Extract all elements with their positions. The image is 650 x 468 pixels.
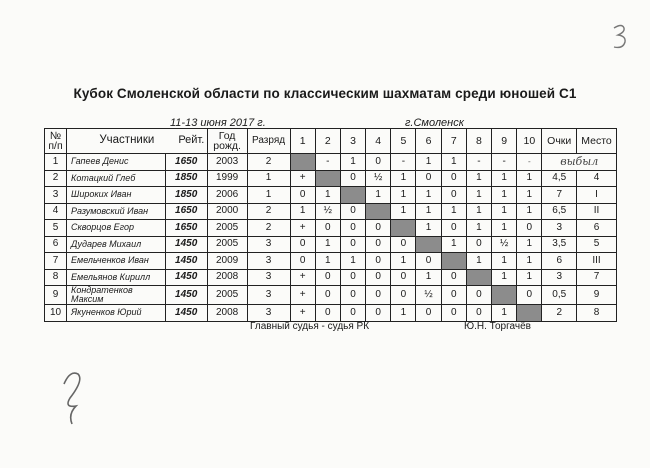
player-name: Гапеев Денис — [67, 154, 166, 171]
player-rank: 1 — [247, 187, 290, 204]
player-rating: 1450 — [165, 286, 207, 305]
round-result: 1 — [517, 236, 542, 253]
player-rating: 1650 — [165, 203, 207, 220]
player-birth-year: 2000 — [207, 203, 247, 220]
round-result: 1 — [466, 187, 491, 204]
player-points: 0,5 — [542, 286, 577, 305]
round-result: 0 — [366, 154, 391, 171]
player-points: 3 — [542, 220, 577, 237]
player-birth-year: 2005 — [207, 236, 247, 253]
round-result: 0 — [441, 305, 466, 322]
round-result: ½ — [416, 286, 441, 305]
diagonal-cell — [366, 203, 391, 220]
round-result: 1 — [340, 253, 365, 270]
round-result: 0 — [366, 253, 391, 270]
header-round: 2 — [315, 129, 340, 154]
round-result: 0 — [517, 286, 542, 305]
round-result: 0 — [441, 220, 466, 237]
player-place: 4 — [577, 170, 617, 187]
player-rank: 2 — [247, 203, 290, 220]
player-name: Якуненков Юрий — [67, 305, 166, 322]
round-result: 1 — [391, 203, 416, 220]
header-round: 5 — [391, 129, 416, 154]
round-result: 0 — [391, 269, 416, 286]
player-points: 6,5 — [542, 203, 577, 220]
row-num: 8 — [45, 269, 67, 286]
diagonal-cell — [492, 286, 517, 305]
player-place: 8 — [577, 305, 617, 322]
player-rank: 3 — [247, 286, 290, 305]
diagonal-cell — [466, 269, 491, 286]
round-result: 1 — [416, 269, 441, 286]
handwritten-mark — [56, 368, 90, 428]
round-result: 1 — [315, 187, 340, 204]
player-rating: 1450 — [165, 305, 207, 322]
player-name: Дударев Михаил — [67, 236, 166, 253]
row-num: 10 — [45, 305, 67, 322]
round-result: + — [290, 286, 315, 305]
tournament-city: г.Смоленск — [405, 117, 464, 129]
table-row — [45, 236, 617, 253]
table-row — [45, 286, 617, 305]
diagonal-cell — [391, 220, 416, 237]
player-birth-year: 2008 — [207, 269, 247, 286]
diagonal-cell — [340, 187, 365, 204]
round-result: 0 — [340, 269, 365, 286]
round-result: 1 — [517, 203, 542, 220]
round-result: 0 — [315, 269, 340, 286]
round-result: 0 — [315, 305, 340, 322]
player-rank: 3 — [247, 236, 290, 253]
header-round: 10 — [517, 129, 542, 154]
player-name: Кондратенков Максим — [67, 286, 166, 305]
round-result: 0 — [466, 236, 491, 253]
round-result: 1 — [290, 203, 315, 220]
round-result: 1 — [466, 170, 491, 187]
player-points: 7 — [542, 187, 577, 204]
player-name: Емельченков Иван — [67, 253, 166, 270]
round-result: ½ — [492, 236, 517, 253]
header-round: 7 — [441, 129, 466, 154]
round-result: 1 — [391, 253, 416, 270]
header-participants — [67, 129, 208, 154]
round-result: - — [391, 154, 416, 171]
round-result: 0 — [441, 286, 466, 305]
player-birth-year: 2009 — [207, 253, 247, 270]
round-result: + — [290, 220, 315, 237]
header-round: 9 — [492, 129, 517, 154]
row-num: 3 — [45, 187, 67, 204]
round-result: - — [466, 154, 491, 171]
chief-judge-label: Главный судья - судья РК — [250, 321, 370, 332]
round-result: 1 — [416, 187, 441, 204]
round-result: - — [517, 154, 542, 171]
round-result: 1 — [492, 220, 517, 237]
round-result: 0 — [441, 187, 466, 204]
round-result: 1 — [315, 253, 340, 270]
row-num: 7 — [45, 253, 67, 270]
round-result: 1 — [517, 253, 542, 270]
player-rank: 3 — [247, 305, 290, 322]
round-result: 0 — [391, 286, 416, 305]
player-rating: 1450 — [165, 253, 207, 270]
header-row — [45, 129, 617, 154]
player-points: 4,5 — [542, 170, 577, 187]
table-row — [45, 269, 617, 286]
player-place: 9 — [577, 286, 617, 305]
header-points: Очки — [542, 129, 577, 154]
round-result: 1 — [391, 187, 416, 204]
row-num: 5 — [45, 220, 67, 237]
player-points: 3 — [542, 269, 577, 286]
header-num: № п/п — [45, 129, 67, 154]
round-result: 1 — [492, 170, 517, 187]
player-place: 6 — [577, 220, 617, 237]
round-result: 0 — [340, 305, 365, 322]
round-result: ½ — [366, 170, 391, 187]
diagonal-cell — [315, 170, 340, 187]
player-rating: 1650 — [165, 154, 207, 171]
player-place: III — [577, 253, 617, 270]
row-num: 6 — [45, 236, 67, 253]
row-num: 1 — [45, 154, 67, 171]
player-rating: 1850 — [165, 187, 207, 204]
round-result: ½ — [315, 203, 340, 220]
round-result: 0 — [441, 269, 466, 286]
round-result: 1 — [391, 305, 416, 322]
round-result: 1 — [416, 203, 441, 220]
player-rank: 1 — [247, 170, 290, 187]
crosstable — [44, 128, 617, 322]
player-name: Котацкий Глеб — [67, 170, 166, 187]
round-result: 1 — [340, 154, 365, 171]
round-result: + — [290, 170, 315, 187]
round-result: - — [492, 154, 517, 171]
round-result: 1 — [391, 170, 416, 187]
table-row — [45, 220, 617, 237]
round-result: 1 — [492, 203, 517, 220]
header-round: 3 — [340, 129, 365, 154]
player-rank: 3 — [247, 253, 290, 270]
round-result: 0 — [416, 170, 441, 187]
round-result: 1 — [466, 253, 491, 270]
round-result: 0 — [340, 286, 365, 305]
table-row — [45, 154, 617, 171]
round-result: 1 — [466, 220, 491, 237]
player-birth-year: 2008 — [207, 305, 247, 322]
header-round: 4 — [366, 129, 391, 154]
round-result: 1 — [416, 154, 441, 171]
round-result: 1 — [366, 187, 391, 204]
player-place: I — [577, 187, 617, 204]
round-result: - — [315, 154, 340, 171]
player-rank: 2 — [247, 220, 290, 237]
round-result: 1 — [492, 269, 517, 286]
player-name: Разумовский Иван — [67, 203, 166, 220]
round-result: 0 — [366, 286, 391, 305]
player-rank: 3 — [247, 269, 290, 286]
round-result: 0 — [340, 170, 365, 187]
header-round: 1 — [290, 129, 315, 154]
round-result: 0 — [391, 236, 416, 253]
player-place: 7 — [577, 269, 617, 286]
round-result: 0 — [315, 286, 340, 305]
player-rating: 1850 — [165, 170, 207, 187]
row-num: 2 — [45, 170, 67, 187]
player-birth-year: 2006 — [207, 187, 247, 204]
player-rating: 1450 — [165, 269, 207, 286]
round-result: 0 — [366, 236, 391, 253]
row-num: 9 — [45, 286, 67, 305]
player-points: 3,5 — [542, 236, 577, 253]
table-row — [45, 253, 617, 270]
header-rating-label: Рейт. — [178, 134, 205, 147]
round-result: 0 — [416, 305, 441, 322]
player-points: 6 — [542, 253, 577, 270]
round-result: 1 — [441, 203, 466, 220]
chief-judge-name: Ю.Н. Торгачёв — [464, 321, 531, 332]
round-result: 0 — [366, 305, 391, 322]
player-place: II — [577, 203, 617, 220]
round-result: 0 — [340, 236, 365, 253]
document-title: Кубок Смоленской области по классическим шахматам среди юношей С1 — [73, 86, 577, 101]
round-result: 0 — [517, 220, 542, 237]
round-result: 1 — [517, 170, 542, 187]
round-result: 0 — [340, 220, 365, 237]
round-result: 0 — [466, 286, 491, 305]
player-rank: 2 — [247, 154, 290, 171]
round-result: 0 — [416, 253, 441, 270]
crosstable-body — [45, 154, 617, 322]
header-birth: Год рожд. — [207, 129, 247, 154]
header-place: Место — [577, 129, 617, 154]
header-round: 6 — [416, 129, 441, 154]
row-num: 4 — [45, 203, 67, 220]
round-result: 0 — [340, 203, 365, 220]
header-rank: Разряд — [247, 129, 290, 154]
round-result: + — [290, 269, 315, 286]
player-name: Скворцов Егор — [67, 220, 166, 237]
table-row — [45, 305, 617, 322]
round-result: + — [290, 305, 315, 322]
diagonal-cell — [416, 236, 441, 253]
round-result: 1 — [492, 253, 517, 270]
handwritten-page-mark — [610, 22, 632, 52]
diagonal-cell — [290, 154, 315, 171]
player-name: Емельянов Кирилл — [67, 269, 166, 286]
tournament-dates: 11-13 июня 2017 г. — [170, 117, 266, 129]
round-result: 1 — [517, 187, 542, 204]
round-result: 0 — [290, 187, 315, 204]
player-place: 5 — [577, 236, 617, 253]
round-result: 0 — [366, 269, 391, 286]
player-birth-year: 2003 — [207, 154, 247, 171]
round-result: 0 — [290, 236, 315, 253]
round-result: 1 — [517, 269, 542, 286]
player-rating: 1450 — [165, 236, 207, 253]
withdrawn-note: выбыл — [542, 154, 617, 171]
round-result: 1 — [315, 236, 340, 253]
round-result: 1 — [492, 187, 517, 204]
round-result: 1 — [441, 154, 466, 171]
table-row — [45, 203, 617, 220]
round-result: 1 — [466, 203, 491, 220]
diagonal-cell — [517, 305, 542, 322]
header-round: 8 — [466, 129, 491, 154]
player-birth-year: 2005 — [207, 220, 247, 237]
table-row — [45, 170, 617, 187]
round-result: 0 — [441, 170, 466, 187]
round-result: 0 — [290, 253, 315, 270]
player-birth-year: 2005 — [207, 286, 247, 305]
header-participants-label: Участники — [99, 134, 155, 147]
round-result: 0 — [466, 305, 491, 322]
round-result: 1 — [492, 305, 517, 322]
player-birth-year: 1999 — [207, 170, 247, 187]
player-rating: 1650 — [165, 220, 207, 237]
player-points: 2 — [542, 305, 577, 322]
player-name: Широких Иван — [67, 187, 166, 204]
table-row — [45, 187, 617, 204]
round-result: 1 — [441, 236, 466, 253]
round-result: 0 — [366, 220, 391, 237]
round-result: 0 — [315, 220, 340, 237]
diagonal-cell — [441, 253, 466, 270]
round-result: 1 — [416, 220, 441, 237]
